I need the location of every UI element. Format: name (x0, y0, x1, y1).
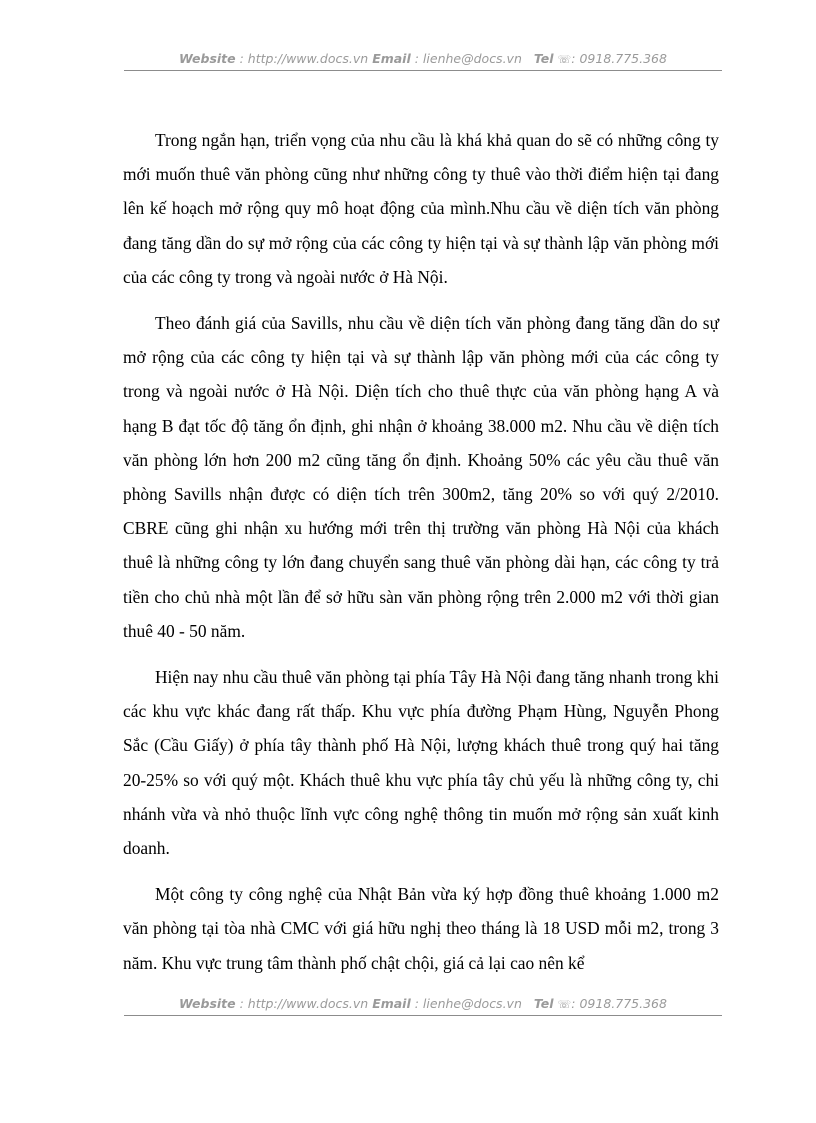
page-header (124, 51, 722, 68)
header-website-link[interactable]: : http://www.docs.vn (239, 51, 369, 66)
header-email-label: Email (372, 51, 411, 66)
footer-website-label: Website (179, 996, 236, 1011)
paragraph-4: Một công ty công nghệ của Nhật Bản vừa ký hợp đồng thuê khoảng 1.000 m2 văn phòng tại tòa nhà CMC với giá hữu nghị theo tháng là 18 USD mỗi m2, trong 3 năm. Khu vực trung tâm thành phố chật chội, giá cả lại cao nên kể (123, 884, 719, 973)
footer-rule (124, 1015, 722, 1016)
footer-email-label: Email (372, 996, 411, 1011)
header-rule (124, 70, 722, 71)
paragraph-3: Hiện nay nhu cầu thuê văn phòng tại phía Tây Hà Nội đang tăng nhanh trong khi các khu vực khác đang rất thấp. Khu vực phía đường Phạm Hùng, Nguyễn Phong Sắc (Cầu Giấy) ở phía tây thành phố Hà Nội, lượng khách thuê trong quý hai tăng 20-25% so với quý một. Khách thuê khu vực phía tây chủ yếu là những công ty, chi nhánh vừa và nhỏ thuộc lĩnh vực công nghệ thông tin muốn mở rộng sản xuất kinh doanh. (123, 667, 719, 859)
phone-icon: ☏ (557, 53, 572, 66)
page-content (123, 123, 719, 992)
footer-website-link[interactable]: : http://www.docs.vn (239, 996, 369, 1011)
paragraph-2: Theo đánh giá của Savills, nhu cầu về diện tích văn phòng đang tăng dần do sự mở rộng của các công ty hiện tại và sự thành lập văn phòng mới của các công ty trong và ngoài nước ở Hà Nội. Diện tích cho thuê thực của văn phòng hạng A và hạng B đạt tốc độ tăng ổn định, ghi nhận ở khoảng 38.000 m2. Nhu cầu về diện tích văn phòng lớn hơn 200 m2 cũng tăng ổn định. Khoảng 50% các yêu cầu thuê văn phòng Savills nhận được có diện tích trên 300m2, tăng 20% so với quý 2/2010. CBRE cũng ghi nhận xu hướng mới trên thị trường văn phòng Hà Nội của khách thuê là những công ty lớn đang chuyển sang thuê văn phòng dài hạn, các công ty trả tiền cho chủ nhà một lần để sở hữu sàn văn phòng rộng trên 2.000 m2 với thời gian thuê 40 - 50 năm. (123, 313, 719, 641)
footer-tel-label: Tel (533, 996, 554, 1011)
footer-email-link[interactable]: : lienhe@docs.vn (414, 996, 522, 1011)
header-website-label: Website (179, 51, 236, 66)
paragraph-1: Trong ngắn hạn, triển vọng của nhu cầu là khá khả quan do sẽ có những công ty mới muốn thuê văn phòng cũng như những công ty thuê vào thời điểm hiện tại đang lên kế hoạch mở rộng quy mô hoạt động của mình.Nhu cầu về diện tích văn phòng đang tăng dần do sự mở rộng của các công ty hiện tại và sự thành lập văn phòng mới của các công ty trong và ngoài nước ở Hà Nội. (123, 130, 719, 287)
header-email-link[interactable]: : lienhe@docs.vn (414, 51, 522, 66)
header-tel-label: Tel (533, 51, 554, 66)
page-footer (124, 996, 722, 1013)
header-tel-value: : 0918.775.368 (571, 51, 667, 66)
footer-tel-value: : 0918.775.368 (571, 996, 667, 1011)
phone-icon: ☏ (557, 998, 572, 1011)
